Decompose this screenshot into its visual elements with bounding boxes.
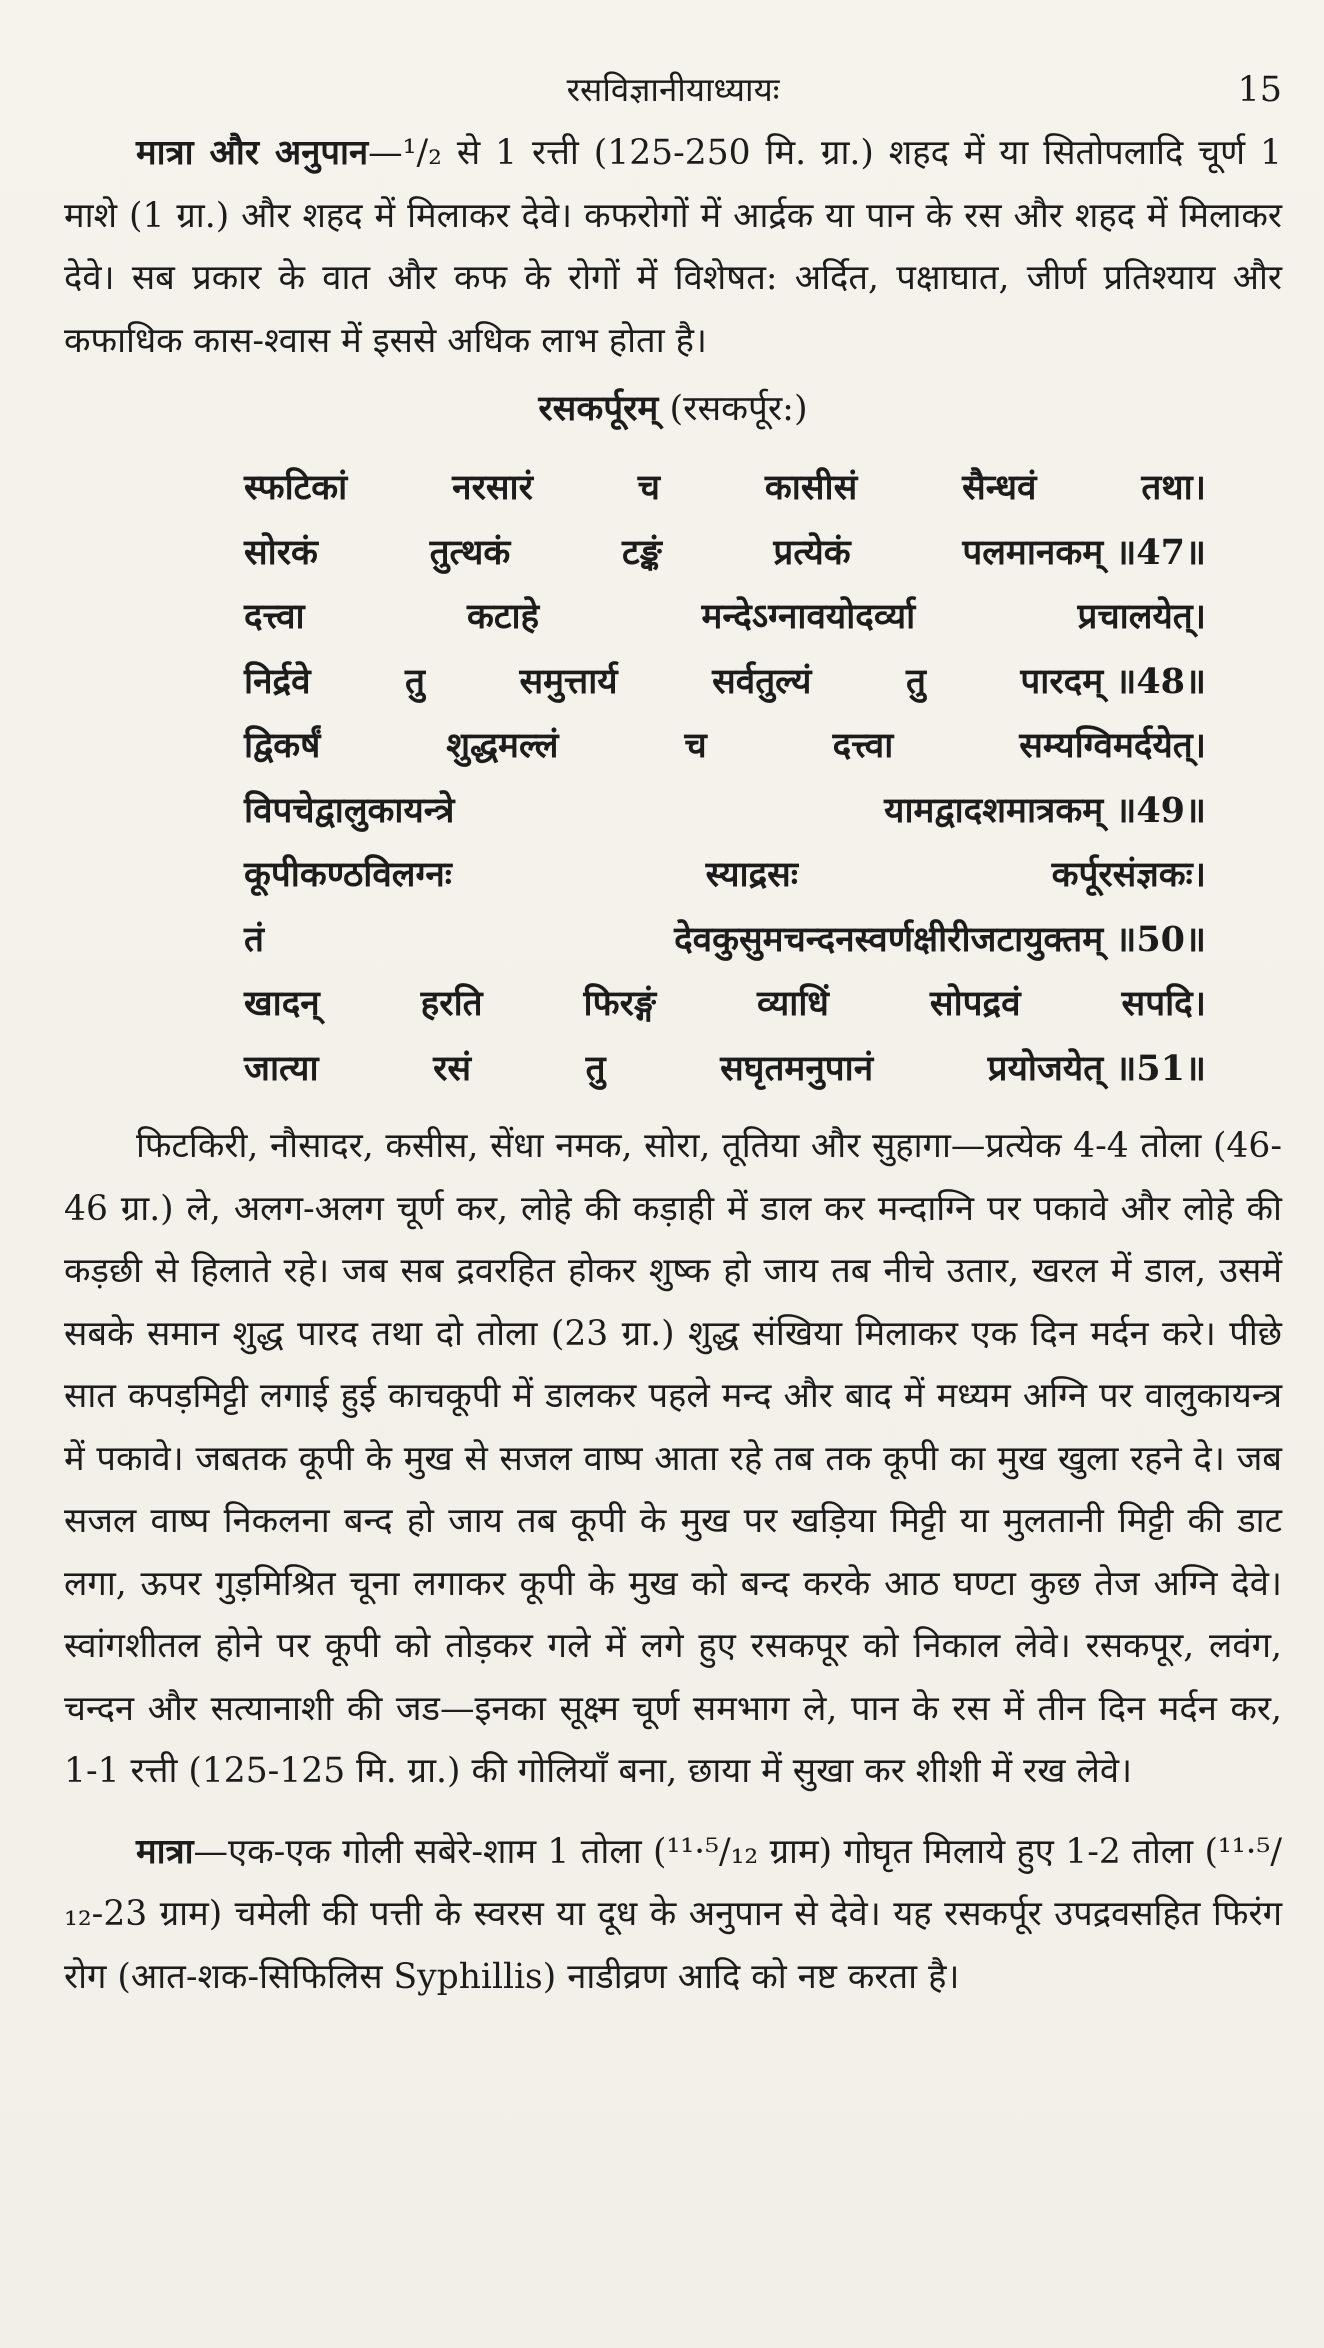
- verse-line: [244, 521, 1206, 586]
- dosage-paragraph: [64, 122, 1282, 372]
- verse-word: सोपद्रवं: [929, 983, 1021, 1024]
- verse-word: तु: [405, 660, 425, 702]
- verse-word: तु: [905, 660, 926, 702]
- verse-word: दत्त्वा: [832, 725, 894, 766]
- verse-line: [244, 843, 1206, 908]
- verse-word: स्याद्रसः: [705, 854, 798, 895]
- verse-word: देवकुसुमचन्दनस्वर्णक्षीरीजटायुक्तम् ॥50॥: [674, 918, 1206, 960]
- verse-word: शुद्धमल्लं: [446, 725, 559, 766]
- running-head: [64, 58, 1282, 122]
- verse-word: खादन्: [244, 983, 320, 1024]
- verse-word: हरति: [420, 983, 483, 1024]
- verse-line: [244, 908, 1206, 973]
- verse-word: निर्द्रवे: [244, 660, 311, 702]
- verse-word: सघृतमनुपानं: [720, 1047, 874, 1089]
- verse-word: प्रचालयेत्।: [1077, 596, 1206, 637]
- verse-line: [244, 779, 1206, 844]
- verse-word: प्रयोजयेत् ॥51॥: [987, 1047, 1206, 1089]
- verse-word: विपचेद्वालुकायन्त्रे: [244, 789, 455, 831]
- verse-word: दत्त्वा: [244, 596, 305, 637]
- verse-word: च: [637, 467, 661, 508]
- verse-line: [244, 1037, 1206, 1102]
- verse-word: सैन्धवं: [962, 467, 1037, 508]
- verse-word: तथा।: [1141, 467, 1206, 508]
- verse-word: नरसारं: [452, 467, 533, 508]
- verse-word: कूपीकण्ठविलग्नः: [244, 854, 452, 895]
- verse-word: फिरङ्गं: [583, 983, 657, 1024]
- verse-word: समुत्तार्य: [519, 660, 618, 702]
- verse-word: तं: [244, 918, 264, 960]
- dose-heading: मात्रा: [136, 1831, 194, 1872]
- verse-word: कर्पूरसंज्ञकः।: [1051, 854, 1206, 895]
- section-title: [64, 376, 1282, 442]
- verse-word: च: [684, 725, 707, 766]
- verse-block: [244, 456, 1206, 1101]
- verse-word: प्रत्येकं: [773, 531, 851, 573]
- verse-word: सम्यग्विमर्दयेत्।: [1019, 725, 1206, 766]
- verse-word: व्याधिं: [757, 983, 829, 1024]
- verse-line: [244, 714, 1206, 779]
- verse-line: [244, 585, 1206, 650]
- verse-word: जात्या: [244, 1047, 319, 1089]
- verse-word: तुत्थकं: [429, 531, 511, 573]
- verse-line: [244, 972, 1206, 1037]
- verse-word: पलमानकम् ॥47॥: [962, 531, 1206, 573]
- verse-word: कटाहे: [466, 596, 540, 637]
- verse-word: रसं: [433, 1047, 472, 1089]
- verse-line: [244, 456, 1206, 521]
- section-title-hindi: (रसकर्पूर:): [658, 389, 808, 429]
- verse-word: मन्देऽग्नावयोदर्व्या: [701, 596, 916, 637]
- verse-word: द्विकर्षं: [244, 725, 321, 766]
- preparation-paragraph: फिटकिरी, नौसादर, कसीस, सेंधा नमक, सोरा, तूतिया और सुहागा—प्रत्येक 4-4 तोला (46-46 ग्रा.) ले, अलग-अलग चूर्ण कर, लोहे की कड़ाही में डाल कर मन्दाग्नि पर पकावे और लोहे की कड़छी से हिलाते रहे। जब सब द्रवरहित होकर शुष्क हो जाय तब नीचे उतार, खरल में डाल, उसमें सबके समान शुद्ध पारद तथा दो तोला (23 ग्रा.) शुद्ध संखिया मिलाकर एक दिन मर्दन करे। पीछे सात कपड़मिट्टी लगाई हुई काचकूपी में डालकर पहले मन्द और बाद में मध्यम अग्नि पर वालुकायन्त्र में पकावे। जबतक कूपी के मुख से सजल वाष्प आता रहे तब तक कूपी का मुख खुला रहने दे। जब सजल वाष्प निकलना बन्द हो जाय तब कूपी के मुख पर खड़िया मिट्टी या मुलतानी मिट्टी की डाट लगा, ऊपर गुड़मिश्रित चूना लगाकर कूपी के मुख को बन्द करके आठ घण्टा कुछ तेज अग्नि देवे। स्वांगशीतल होने पर कूपी को तोड़कर गले में लगे हुए रसकपूर को निकाल लेवे। रसकपूर, लवंग, चन्दन और सत्यानाशी की जड—इनका सूक्ष्म चूर्ण समभाग ले, पान के रस में तीन दिन मर्दन कर, 1-1 रत्ती (125-125 मि. ग्रा.) की गोलियाँ बना, छाया में सुखा कर शीशी में रख लेवे।: [64, 1126, 1282, 1791]
- verse-word: यामद्वादशमात्रकम् ॥49॥: [884, 789, 1206, 831]
- dose-text: —एक-एक गोली सबेरे-शाम 1 तोला (¹¹·⁵/₁₂ ग्राम) गोघृत मिलाये हुए 1-2 तोला (¹¹·⁵/₁₂-23 ग्राम) चमेली की पत्ती के स्वरस या दूध के अनुपान से देवे। यह रसकर्पूर उपद्रवसहित फिरंग रोग (आत-शक-सिफिलिस Syphillis) नाडीव्रण आदि को नष्ट करता है।: [64, 1831, 1282, 1997]
- section-title-sanskrit: रसकर्पूरम्: [538, 388, 659, 429]
- verse-word: टङ्कं: [621, 531, 662, 573]
- verse-word: तु: [585, 1047, 606, 1089]
- running-title: रसविज्ञानीयाध्यायः: [566, 70, 780, 109]
- verse-word: सोरकं: [244, 531, 318, 573]
- dosage-heading: मात्रा और अनुपान: [136, 133, 369, 173]
- dose-paragraph: [64, 1821, 1282, 2009]
- page-number: 15: [1237, 70, 1282, 110]
- verse-word: कासीसं: [764, 467, 858, 508]
- verse-word: स्फटिकां: [244, 467, 348, 508]
- verse-word: सर्वतुल्यं: [712, 660, 812, 702]
- dosage-text: —¹/₂ से 1 रत्ती (125-250 मि. ग्रा.) शहद में या सितोपलादि चूर्ण 1 माशे (1 ग्रा.) और शहद में मिलाकर देवे। कफरोगों में आर्द्रक या पान के रस और शहद में मिलाकर देवे। सब प्रकार के वात और कफ के रोगों में विशेषत: अर्दित, पक्षाघात, जीर्ण प्रतिश्याय और कफाधिक कास-श्वास में इससे अधिक लाभ होता है।: [64, 133, 1282, 361]
- verse-word: पारदम् ॥48॥: [1020, 660, 1206, 702]
- verse-word: सपदि।: [1121, 983, 1206, 1024]
- verse-line: [244, 650, 1206, 715]
